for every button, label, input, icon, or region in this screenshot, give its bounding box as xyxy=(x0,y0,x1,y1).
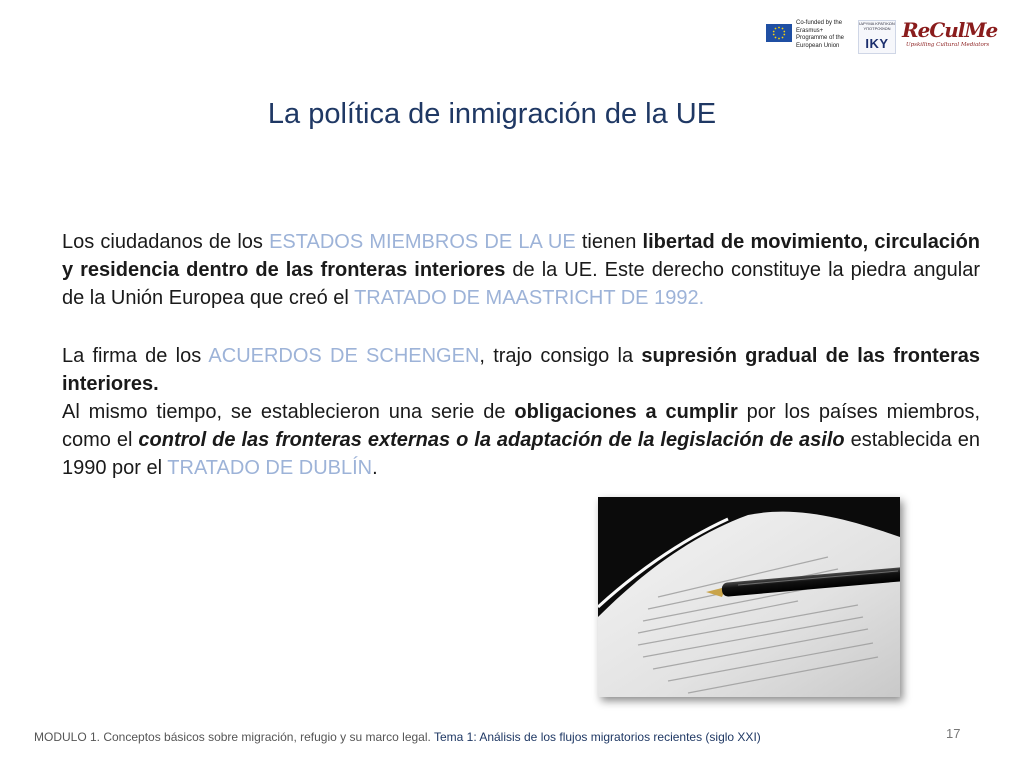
slide-body xyxy=(62,228,980,482)
iky-label: IKY xyxy=(865,36,889,51)
slide-footer xyxy=(34,730,761,744)
footer-module: MODULO 1. Conceptos básicos sobre migración, refugio y su marco legal. xyxy=(34,730,434,744)
iky-subtitle: ΙΔΡΥΜΑ ΚΡΑΤΙΚΩΝ ΥΠΟΤΡΟΦΙΩΝ xyxy=(859,21,895,31)
p3-text-1: Al mismo tiempo, se establecieron una serie de xyxy=(62,401,515,423)
partner-logos xyxy=(760,18,1000,58)
reculme-logo xyxy=(898,20,998,54)
paragraph-2 xyxy=(62,342,980,398)
p3-bold-italic: control de las fronteras externas o la adaptación de la legislación de asilo xyxy=(138,429,845,451)
reculme-tagline: Upskilling Cultural Mediators xyxy=(906,42,990,48)
p1-highlight-maastricht: TRATADO DE MAASTRICHT DE 1992. xyxy=(354,287,705,309)
p3-highlight-dublin: TRATADO DE DUBLÍN xyxy=(167,457,373,479)
page-number: 17 xyxy=(946,726,961,741)
p3-text-4: . xyxy=(372,457,378,479)
iky-logo xyxy=(858,20,896,54)
p3-text-3: establecida en 1990 por el xyxy=(62,429,980,479)
eu-cofunded-text: Co-funded by the Erasmus+ Programme of the European Union xyxy=(796,20,845,49)
reculme-wordmark: ReCulMe xyxy=(902,18,998,42)
p2-text-1: La firma de los xyxy=(62,345,209,367)
footer-topic: Tema 1: Análisis de los flujos migratorios recientes (siglo XXI) xyxy=(433,730,761,744)
document-pen-photo xyxy=(598,497,900,697)
paragraph-1 xyxy=(62,228,980,312)
paragraph-3 xyxy=(62,398,980,482)
p3-text-2: por los países miembros, como el xyxy=(62,401,981,451)
p1-text-1: Los ciudadanos de los xyxy=(62,231,270,253)
eu-flag-icon xyxy=(766,24,792,42)
p1-text-3: de la UE. Este derecho constituye la piedra angular de la Unión Europea que creó el xyxy=(62,259,980,309)
p2-text-2: , trajo consigo la xyxy=(479,345,642,367)
p1-highlight-estados: ESTADOS MIEMBROS DE LA UE xyxy=(269,231,576,253)
p2-highlight-schengen: ACUERDOS DE SCHENGEN xyxy=(208,345,480,367)
p2-bold: supresión gradual de las fronteras interiores. xyxy=(62,345,980,395)
p3-bold: obligaciones a cumplir xyxy=(514,401,738,423)
p1-bold: libertad de movimiento, circulación y residencia dentro de las fronteras interiores xyxy=(62,231,981,281)
slide-title: La política de inmigración de la UE xyxy=(267,98,717,130)
p1-text-2: tienen xyxy=(575,231,643,253)
